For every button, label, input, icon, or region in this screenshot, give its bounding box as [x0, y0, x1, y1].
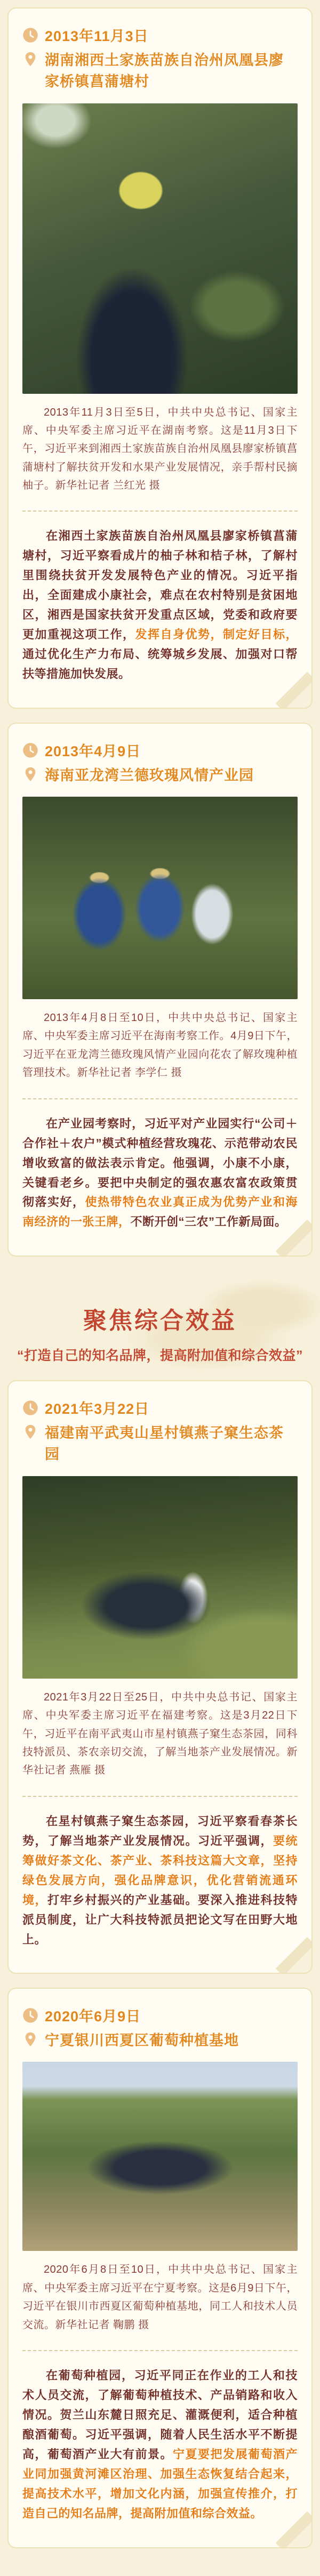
commentary-paragraph: [22, 526, 298, 684]
visit-location: 福建南平武夷山星村镇燕子窠生态茶园: [45, 1424, 284, 1463]
photo-xi-picking-pomelo-in-orchard: [22, 103, 298, 394]
dashed-divider: [22, 2350, 298, 2351]
photo-xi-at-yanzike-ecological-tea-garden: [22, 1476, 298, 1679]
visit-date: 2013年11月3日: [45, 28, 149, 44]
para-highlight: 要统筹做好茶文化、茶产业、茶科技这篇大文章，坚持绿色发展方向，强化品牌意识，优化营销流通环境，: [22, 1834, 298, 1907]
clock-icon: [22, 27, 38, 45]
photo-caption: 2013年11月3日至5日，中共中央总书记、国家主席、中央军委主席习近平在湖南考察。这是11月3日下午，习近平来到湘西土家族苗族自治州凤凰县廖家桥镇菖蒲塘村了解扶贫开发和水果产业发展情况，亲手帮村民摘柚子。新华社记者 兰红光 摄: [22, 406, 298, 492]
para-highlight: 宁夏要把发展葡萄酒产业同加强黄河滩区治理、加强生态恢复结合起来，提高技术水平，增加文化内涵，加强宣传推介，打造自己的知名品牌，提高附加值和综合效益。: [22, 2447, 298, 2520]
visit-card-fujian: [7, 1380, 313, 1974]
commentary-paragraph: [22, 1812, 298, 1950]
visit-location-row: [22, 1422, 298, 1465]
visit-location: 海南亚龙湾兰德玫瑰风情产业园: [45, 767, 254, 783]
para-text: 不断开创“三农”工作新局面。: [130, 1215, 287, 1229]
visit-date: 2021年3月22日: [45, 1401, 150, 1417]
dashed-divider: [22, 1098, 298, 1099]
location-pin-icon: [22, 51, 38, 69]
clock-icon: [22, 742, 38, 760]
photo-caption: 2020年6月8日至10日，中共中央总书记、国家主席、中央军委主席习近平在宁夏考察。这是6月9日下午，习近平在银川市西夏区葡萄种植基地，同工人和技术人员交流。新华社记者 鞠鹏 摄: [22, 2264, 298, 2331]
clock-icon: [22, 1400, 38, 1418]
section-header: [0, 1270, 320, 1380]
visit-date: 2020年6月9日: [45, 2008, 141, 2025]
para-highlight: 发挥自身优势，制定好目标，: [135, 628, 298, 642]
visit-date-row: [22, 1398, 298, 1420]
photo-xi-at-ningxia-grape-planting-base: [22, 2062, 298, 2251]
para-text: 通过优化生产力布局、统筹城乡发展、加强对口帮扶等措施加快发展。: [22, 647, 298, 681]
visit-location-row: [22, 2030, 298, 2052]
visit-location-row: [22, 765, 298, 787]
dashed-divider: [22, 511, 298, 512]
location-pin-icon: [22, 766, 38, 784]
para-text: 在湘西土家族苗族自治州凤凰县廖家桥镇菖蒲塘村，习近平察看成片的柚子林和桔子林，了解村里围绕扶贫开发发展特色产业的情况。习近平指出，全面建成小康社会，难点在农村特别是贫困地区，湘西是国家扶贫开发重点区域，党委和政府要更加重视这项工作，: [22, 529, 298, 642]
para-highlight: 使热带特色农业真正成为优势产业和海南经济的一张王牌，: [22, 1195, 298, 1229]
section-quote: “打造自己的知名品牌，提高附加值和综合效益”: [17, 1348, 303, 1364]
visit-date-row: [22, 741, 298, 763]
section-title: 聚焦综合效益: [83, 1308, 237, 1334]
location-pin-icon: [22, 1424, 38, 1442]
para-text: 在产业园考察时，习近平对产业园实行“公司＋合作社＋农户”模式种植经营玫瑰花、示范带动农民增收致富的做法表示肯定。他强调，小康不小康，关键看老乡。要把中央制定的强农惠农富农政策贯彻落实好，: [22, 1116, 298, 1209]
photo-caption: 2013年4月8日至10日，中共中央总书记、国家主席、中央军委主席习近平在海南考察工作。4月9日下午，习近平在亚龙湾兰德玫瑰风情产业园向花农了解玫瑰种植管理技术。新华社记者 李学仁 摄: [22, 1012, 298, 1079]
visit-date-row: [22, 2006, 298, 2028]
dashed-divider: [22, 1796, 298, 1797]
visit-card-hainan: [7, 723, 313, 1257]
para-text: 在星村镇燕子窠生态茶园，习近平察看春茶长势，了解当地茶产业发展情况。习近平强调，: [22, 1814, 298, 1848]
visit-location: 宁夏银川西夏区葡萄种植基地: [45, 2032, 239, 2048]
visit-card-ningxia: [7, 1988, 313, 2548]
visit-location: 湖南湘西土家族苗族自治州凤凰县廖家桥镇菖蒲塘村: [45, 52, 284, 90]
para-text: 打牢乡村振兴的产业基础。要深入推进科技特派员制度，让广大科技特派员把论文写在田野大地上。: [22, 1893, 298, 1946]
visit-date: 2013年4月9日: [45, 743, 141, 760]
location-pin-icon: [22, 2031, 38, 2050]
para-text: 在葡萄种植园，习近平同正在作业的工人和技术人员交流，了解葡萄种植技术、产品销路和收入情况。贺兰山东麓日照充足、灌溉便利，适合种植酿酒葡萄。习近平强调，随着人民生活水平不断提高，葡萄酒产业大有前景。: [22, 2369, 298, 2461]
commentary-paragraph: [22, 1114, 298, 1233]
clock-icon: [22, 2007, 38, 2026]
photo-xi-with-flower-farmers-rose-park: [22, 797, 298, 999]
photo-caption: 2021年3月22日至25日，中共中央总书记、国家主席、中央军委主席习近平在福建考察。这是3月22日下午，习近平在南平武夷山市星村镇燕子窠生态茶园，同科技特派员、茶农亲切交流，了解当地茶产业发展情况。新华社记者 燕雁 摄: [22, 1691, 298, 1777]
commentary-paragraph: [22, 2366, 298, 2524]
visit-location-row: [22, 50, 298, 93]
visit-date-row: [22, 26, 298, 47]
visit-card-hunan: [7, 7, 313, 709]
